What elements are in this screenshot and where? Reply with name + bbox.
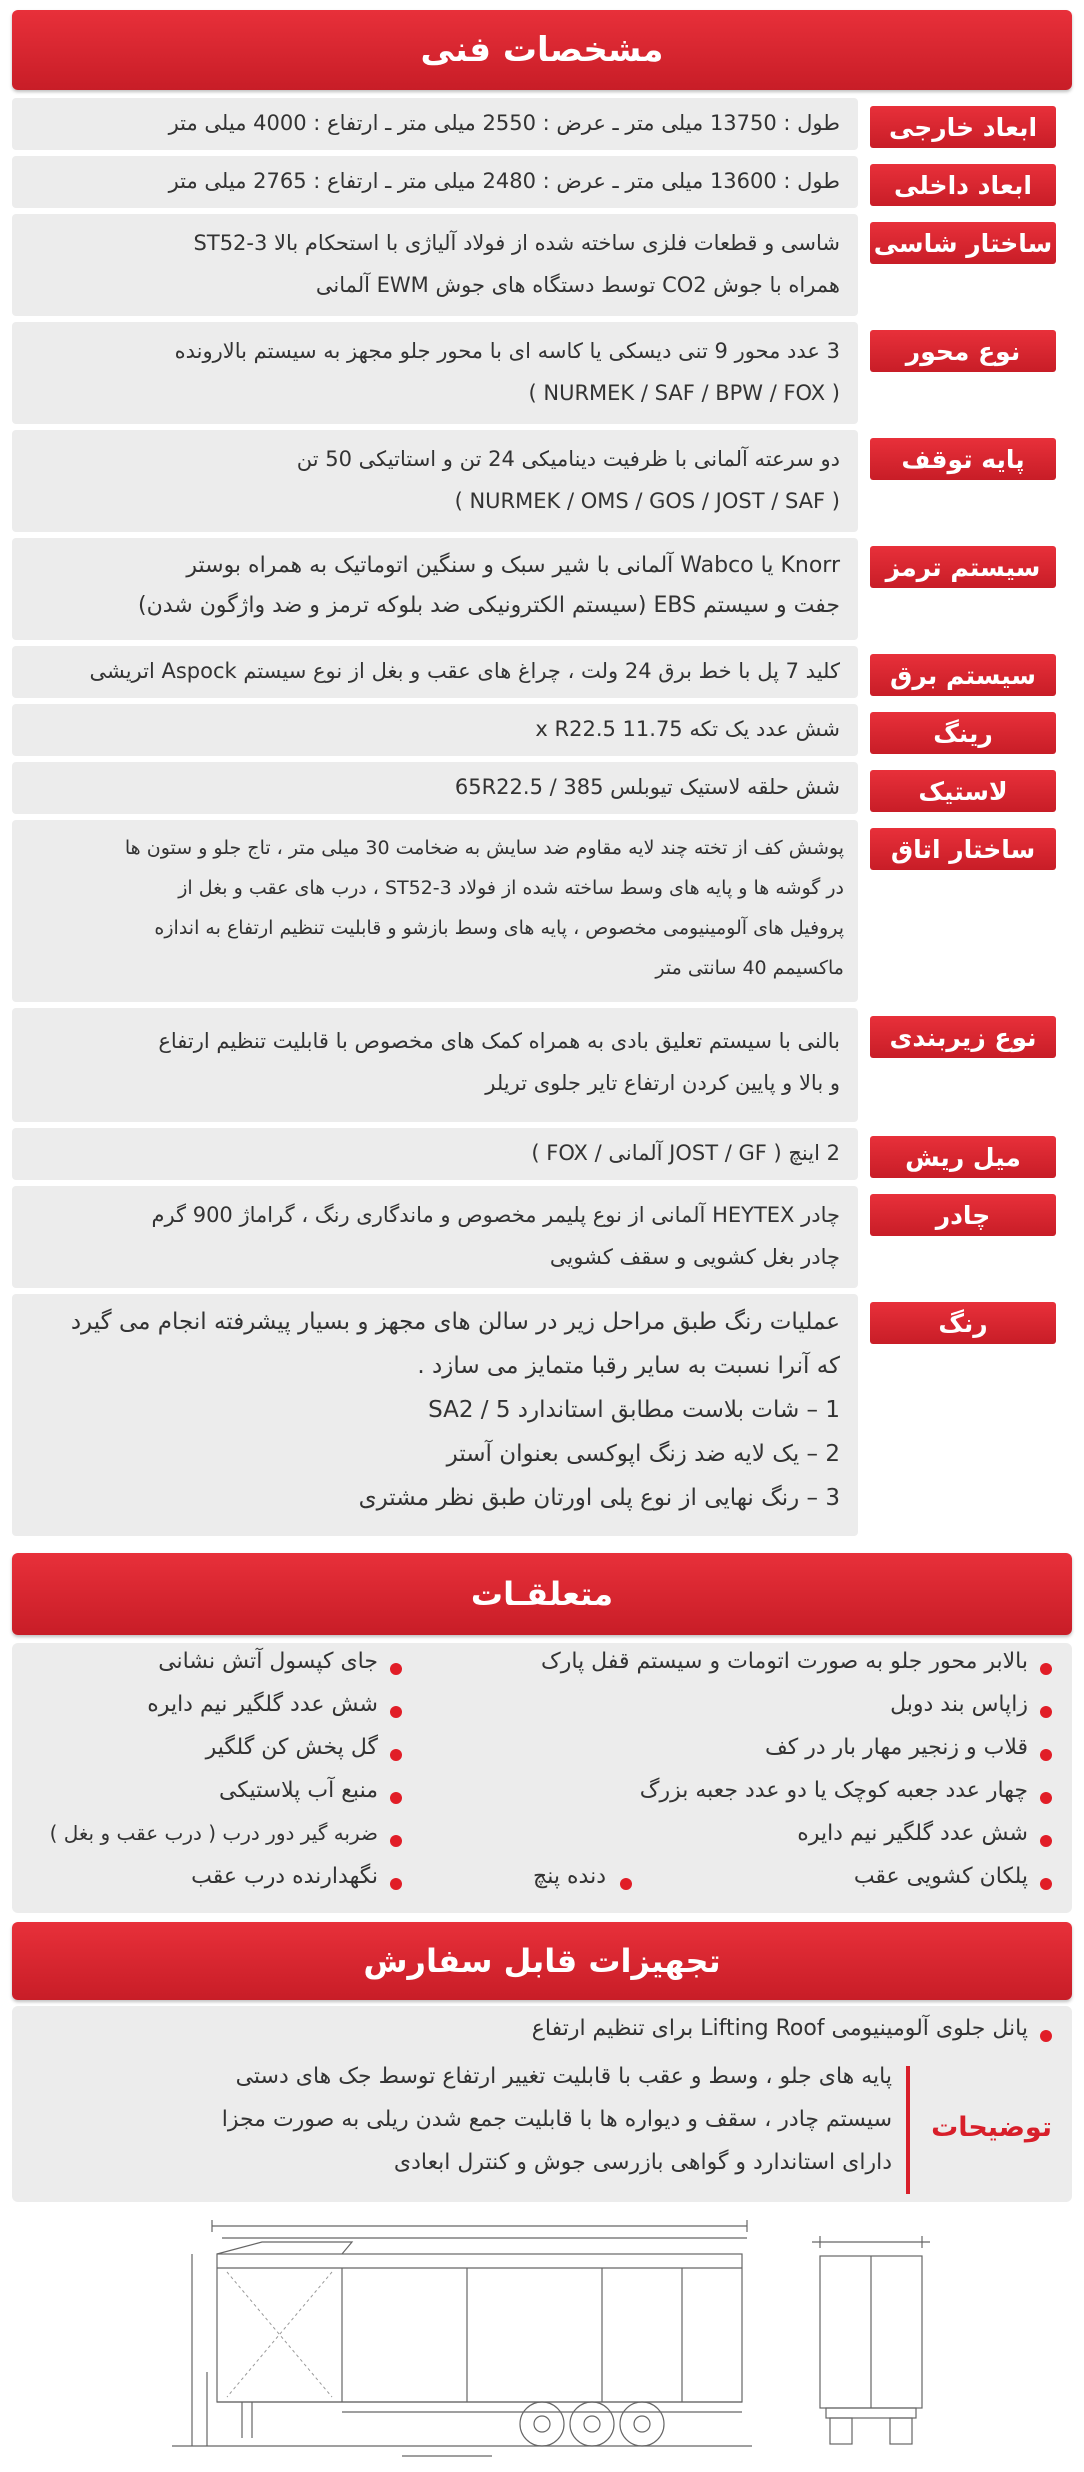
bullet-icon [1040,1749,1052,1761]
spec-label: چادر [870,1194,1056,1236]
bullet-icon [390,1663,402,1675]
trailer-side-view-drawing [12,2212,1072,2462]
accessory-item: قلاب و زنجیر مهار بار در کف [764,1735,1028,1760]
notes-line: سیستم چادر ، سقف و دیواره ها با قابلیت جمع شدن ریلی به صورت مجزا [221,2107,892,2132]
spec-row-kingpin [12,1128,1072,1180]
specs-title: مشخصات فنی [420,30,664,70]
spec-value: 2 اینچ ( JOST / GF آلمانی / FOX ) [12,1128,858,1180]
notes-line: پایه های جلو ، وسط و عقب با قابلیت تغییر ارتفاع توسط جک های دستی [235,2064,892,2089]
spec-row-rim [12,704,1072,756]
accessory-item: شش عدد گلگیر نیم دایره [797,1821,1028,1846]
bullet-icon [1040,1663,1052,1675]
spec-value: چادر HEYTEX آلمانی از نوع پلیمر مخصوص و ماندگاری رنگ ، گراماژ 900 گرم چادر بغل کشویی و سقف کشویی [12,1186,858,1288]
accessory-item: ضربه گیر دور درب ( درب عقب و بغل ) [49,1821,378,1845]
order-item: پانل جلوی آلومینیومی Lifting Roof برای تنظیم ارتفاع [531,2016,1028,2041]
spec-label: سیستم برق [870,654,1056,696]
spec-value: عملیات رنگ طبق مراحل زیر در سالن های مجهز و بسیار پیشرفته انجام می گیرد که آنرا نسبت به سایر رقبا متمایز می سازد . 1 – شات بلاست مطابق استاندارد SA2 / 5 2 – یک لایه ضد زنگ اپوکسی بعنوان آستر 3 – رنگ نهایی از نوع پلی اورتان طبق نظر مشتری [12,1294,858,1536]
spec-value: 3 عدد محور 9 تنی دیسکی یا کاسه ای با محور جلو مجهز به سیستم بالارونده ( NURMEK / SAF / BPW / FOX ) [12,322,858,424]
spec-value: شش حلقه لاستیک تیوبلس 385 / 65R22.5 [12,762,858,814]
spec-value: شش عدد یک تکه 11.75 x R22.5 [12,704,858,756]
bullet-icon [1040,1706,1052,1718]
accessory-item: منبع آب پلاستیکی [218,1778,378,1803]
spec-value: دو سرعته آلمانی با ظرفیت دینامیکی 24 تن و استاتیکی 50 تن ( NURMEK / OMS / GOS / JOST / SAF ) [12,430,858,532]
spec-row-electrical [12,646,1072,698]
bullet-icon [390,1792,402,1804]
spec-row-axle [12,322,1072,424]
spec-row-external-dimensions [12,98,1072,150]
accessory-item: دنده پنچ [533,1864,606,1889]
spec-value: کلید 7 پل با خط برق 24 ولت ، چراغ های عقب و بغل از نوع سیستم Aspock اتریشی [12,646,858,698]
bullet-icon [390,1706,402,1718]
spec-label: ساختار شاسی [870,222,1056,264]
bullet-icon [1040,1878,1052,1890]
bullet-icon [390,1878,402,1890]
accessory-item: بالابر محور جلو به صورت اتومات و سیستم قفل پارک [541,1649,1028,1674]
spec-row-landing-gear [12,430,1072,532]
order-banner [12,1922,1072,2000]
spec-value: شاسی و قطعات فلزی ساخته شده از فولاد آلیاژی با استحکام بالا ST52-3 همراه با جوش CO2 توسط دستگاه های جوش EWM آلمانی [12,214,858,316]
spec-label: پایه توقف [870,438,1056,480]
accessory-item: گل پخش کن گلگیر [205,1735,378,1760]
accessory-item: زاپاس بند دوبل [890,1692,1028,1717]
spec-label: سیستم ترمز [870,546,1056,588]
bullet-icon [1040,1835,1052,1847]
spec-label: نوع محور [870,330,1056,372]
spec-row-brake-system [12,538,1072,640]
bullet-icon [1040,2030,1052,2042]
accessory-item: نگهدارنده درب عقب [191,1864,378,1889]
spec-row-suspension [12,1008,1072,1122]
spec-label: ابعاد داخلی [870,164,1056,206]
spec-label: رنگ [870,1302,1056,1344]
spec-label: ساختار اتاق [870,828,1056,870]
order-title: تجهیزات قابل سفارش [363,1942,721,1980]
notes-label: توضیحات [931,2112,1052,2143]
spec-label: رینگ [870,712,1056,754]
spec-row-paint [12,1294,1072,1536]
technical-drawings [12,2212,1072,2462]
spec-label: لاستیک [870,770,1056,812]
notes-line: دارای استاندارد و گواهی بازرسی جوش و کنترل ابعادی [393,2150,892,2175]
accessory-item: جای کپسول آتش نشانی [158,1649,378,1674]
accessory-item: چهار عدد جعبه کوچک یا دو عدد جعبه بزرگ [639,1778,1028,1803]
accessories-title: متعلقـات [470,1575,614,1613]
spec-row-tire [12,762,1072,814]
accessory-item: پلکان کشویی عقب [853,1864,1028,1889]
bullet-icon [390,1835,402,1847]
spec-value: Knorr یا Wabco آلمانی با شیر سبک و سنگین اتوماتیک به همراه بوستر جفت و سیستم EBS (سیستم الکترونیکی ضد بلوکه ترمز و ضد واژگون شدن) [12,538,858,640]
spec-row-chassis [12,214,1072,316]
spec-label: نوع زیربندی [870,1016,1056,1058]
spec-row-body-structure [12,820,1072,1002]
notes-divider [906,2066,910,2194]
spec-row-tarpaulin [12,1186,1072,1288]
bullet-icon [620,1878,632,1890]
spec-value: طول : 13600 میلی متر ـ عرض : 2480 میلی متر ـ ارتفاع : 2765 میلی متر [12,156,858,208]
accessories-list [12,1643,1072,1913]
spec-value: طول : 13750 میلی متر ـ عرض : 2550 میلی متر ـ ارتفاع : 4000 میلی متر [12,98,858,150]
spec-label: میل ریش [870,1136,1056,1178]
spec-value: بالنی با سیستم تعلیق بادی به همراه کمک های مخصوص با قابلیت تنظیم ارتفاع و بالا و پایین کردن ارتفاع تایر جلوی تریلر [12,1008,858,1122]
order-panel [12,2006,1072,2202]
bullet-icon [390,1749,402,1761]
accessory-item: شش عدد گلگیر نیم دایره [147,1692,378,1717]
bullet-icon [1040,1792,1052,1804]
spec-value: پوشش کف از تخته چند لایه مقاوم ضد سایش به ضخامت 30 میلی متر ، تاج جلو و ستون ها در گوشه ها و پایه های وسط ساخته شده از فولاد ST52-3 ، درب های عقب و بغل از پروفیل های آلومینیومی مخصوص ، پایه های وسط بازشو و قابلیت تنظیم ارتفاع به اندازه ماکسیمم 40 سانتی متر [12,820,858,1002]
specs-banner [12,10,1072,90]
spec-label: ابعاد خارجی [870,106,1056,148]
spec-row-internal-dimensions [12,156,1072,208]
accessories-banner [12,1553,1072,1635]
